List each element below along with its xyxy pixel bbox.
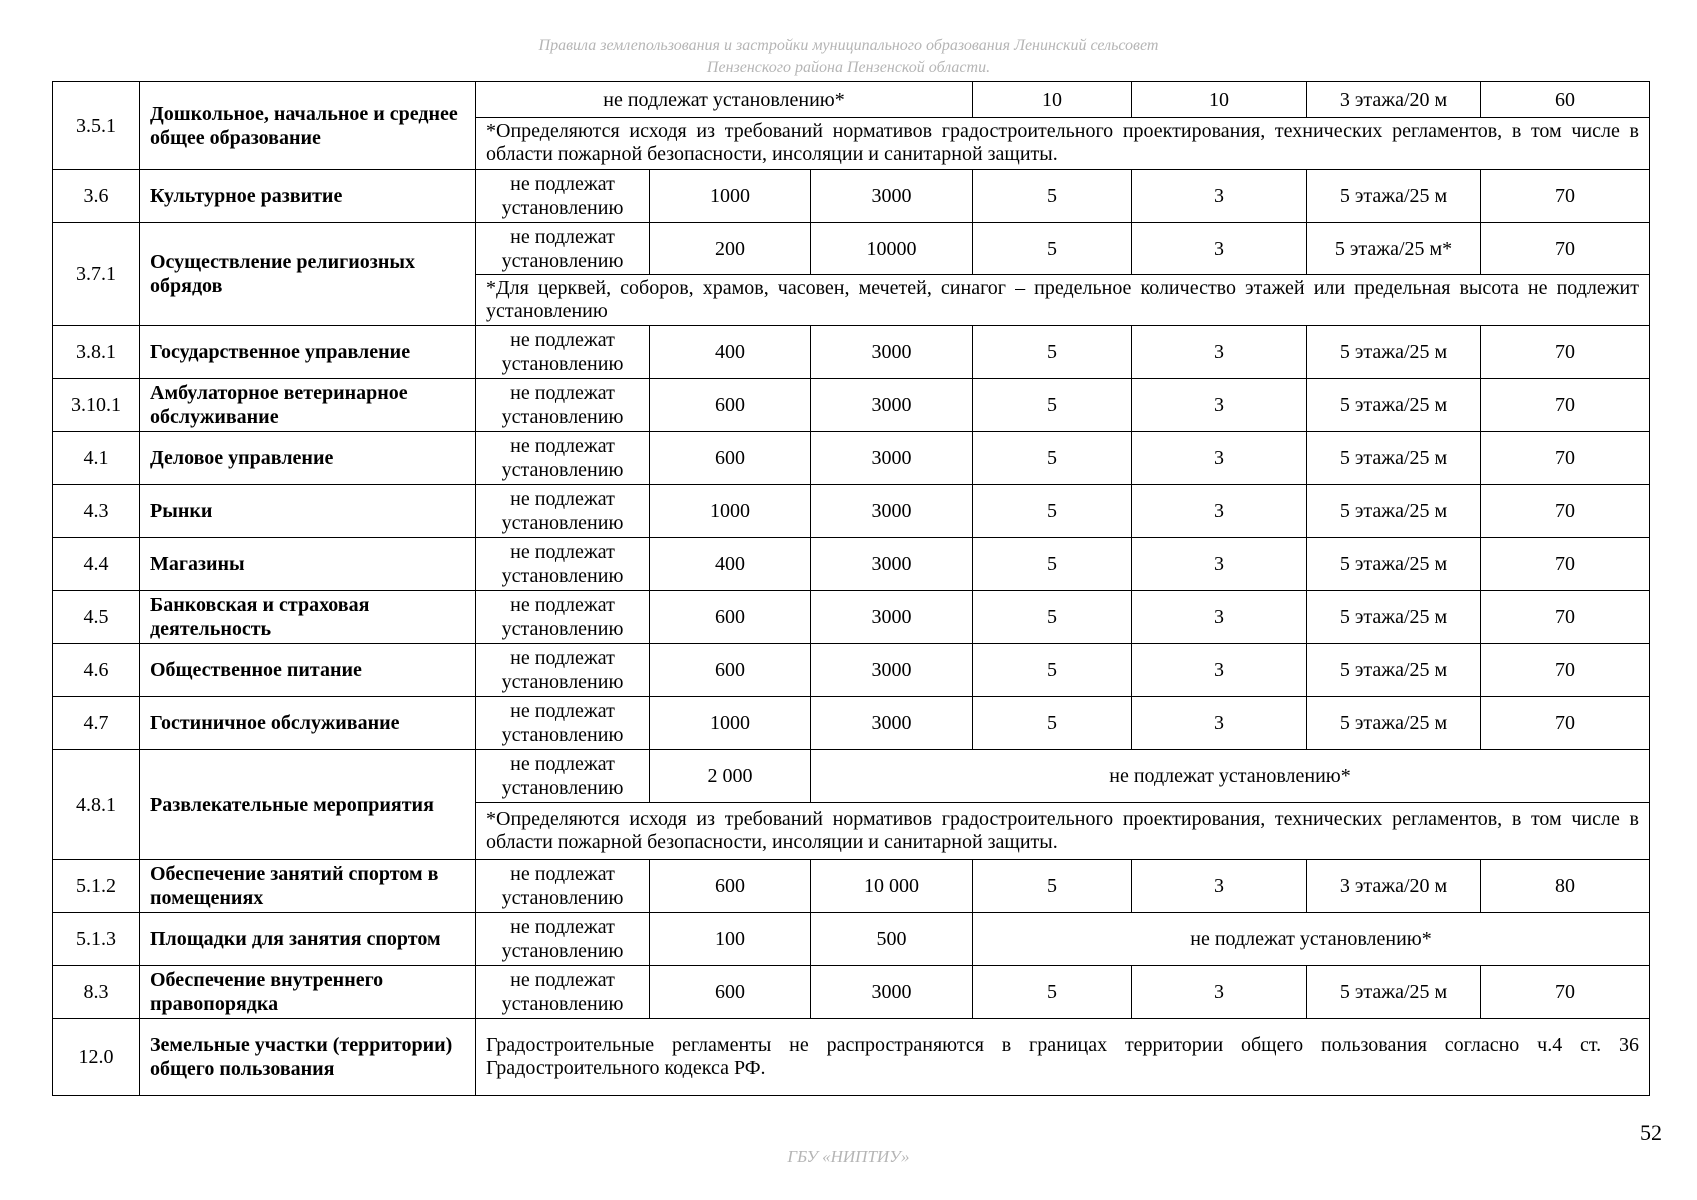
- cell-min-area: 200: [650, 223, 811, 275]
- cell-percent: 70: [1481, 644, 1650, 697]
- row-name: Рынки: [140, 485, 476, 538]
- row-code: 4.7: [53, 697, 140, 750]
- cell-floors: 5 этажа/25 м: [1307, 538, 1481, 591]
- row-code: 5.1.3: [53, 913, 140, 966]
- cell-max-area: 3000: [811, 538, 973, 591]
- cell-floors: 3 этажа/20 м: [1307, 860, 1481, 913]
- cell-value: 3: [1132, 697, 1307, 750]
- row-code: 3.10.1: [53, 379, 140, 432]
- cell-not-set: не подлежат установлению: [476, 538, 650, 591]
- cell-min-area: 400: [650, 326, 811, 379]
- table-row: [53, 591, 1650, 644]
- cell-floors: 5 этажа/25 м*: [1307, 223, 1481, 275]
- cell-value: 3: [1132, 326, 1307, 379]
- cell-max-area: 3000: [811, 326, 973, 379]
- cell-value: 5: [973, 432, 1132, 485]
- cell-not-set: не подлежат установлению: [476, 860, 650, 913]
- cell-percent: 70: [1481, 170, 1650, 223]
- row-code: 4.4: [53, 538, 140, 591]
- cell-percent: 70: [1481, 591, 1650, 644]
- cell-percent: 70: [1481, 485, 1650, 538]
- cell-not-set: не подлежат установлению: [476, 644, 650, 697]
- cell-value: 5: [973, 697, 1132, 750]
- cell-min-area: 600: [650, 860, 811, 913]
- cell-max-area: 10000: [811, 223, 973, 275]
- cell-max-area: 3000: [811, 697, 973, 750]
- cell-percent: 80: [1481, 860, 1650, 913]
- cell-value: 3: [1132, 379, 1307, 432]
- cell-percent: 70: [1481, 966, 1650, 1019]
- row-name: Амбулаторное ветеринарное обслуживание: [140, 379, 476, 432]
- cell-max-area: 3000: [811, 485, 973, 538]
- cell-floors: 5 этажа/25 м: [1307, 379, 1481, 432]
- cell-max-area: 3000: [811, 170, 973, 223]
- row-code: 4.8.1: [53, 750, 140, 860]
- row-name: Площадки для занятия спортом: [140, 913, 476, 966]
- cell-value: 5: [973, 223, 1132, 275]
- cell-value: 3: [1132, 170, 1307, 223]
- table-row: [53, 223, 1650, 275]
- cell-not-set: не подлежат установлению: [476, 913, 650, 966]
- cell-not-set: не подлежат установлению: [476, 170, 650, 223]
- cell-value: 3: [1132, 860, 1307, 913]
- cell-max-area: 500: [811, 913, 973, 966]
- row-name: Развлекательные мероприятия: [140, 750, 476, 860]
- cell-max-area: 3000: [811, 379, 973, 432]
- row-name: Культурное развитие: [140, 170, 476, 223]
- row-code: 5.1.2: [53, 860, 140, 913]
- cell-min-area: 600: [650, 432, 811, 485]
- table-row: [53, 170, 1650, 223]
- row-name: Деловое управление: [140, 432, 476, 485]
- table-row: [53, 913, 1650, 966]
- row-name: Магазины: [140, 538, 476, 591]
- row-code: 4.3: [53, 485, 140, 538]
- cell-value: 5: [973, 538, 1132, 591]
- cell-value: 3: [1132, 432, 1307, 485]
- cell-not-set: не подлежат установлению: [476, 591, 650, 644]
- cell-percent: 70: [1481, 326, 1650, 379]
- table-row: [53, 82, 1650, 118]
- row-code: 3.5.1: [53, 82, 140, 170]
- running-header-line-1: Правила землепользования и застройки муниципального образования Ленинский сельсовет: [538, 37, 1159, 54]
- cell-value: 5: [973, 485, 1132, 538]
- cell-not-set: не подлежат установлению: [476, 432, 650, 485]
- cell-not-set: не подлежат установлению: [476, 326, 650, 379]
- cell-value: 10: [973, 82, 1132, 118]
- row-name: Гостиничное обслуживание: [140, 697, 476, 750]
- cell-min-area: 600: [650, 966, 811, 1019]
- row-code: 4.1: [53, 432, 140, 485]
- cell-floors: 5 этажа/25 м: [1307, 591, 1481, 644]
- row-name: Обеспечение внутреннего правопорядка: [140, 966, 476, 1019]
- table-row: [53, 860, 1650, 913]
- row-note: *Определяются исходя из требований нормативов градостроительного проектирования, технических регламентов, в том числе в области пожарной безопасности, инсоляции и санитарной защиты.: [476, 803, 1650, 860]
- table-row: [53, 326, 1650, 379]
- cell-max-area: 3000: [811, 432, 973, 485]
- cell-percent: 70: [1481, 379, 1650, 432]
- row-note: Градостроительные регламенты не распространяются в границах территории общего пользования согласно ч.4 ст. 36 Градостроительного кодекса РФ.: [476, 1019, 1650, 1096]
- cell-value: 5: [973, 379, 1132, 432]
- table-row: [53, 379, 1650, 432]
- cell-value: 3: [1132, 538, 1307, 591]
- cell-not-set: не подлежат установлению: [476, 750, 650, 803]
- cell-value: 5: [973, 966, 1132, 1019]
- table-row: [53, 538, 1650, 591]
- cell-not-set: не подлежат установлению*: [476, 82, 973, 118]
- row-name: Общественное питание: [140, 644, 476, 697]
- cell-value: 3: [1132, 591, 1307, 644]
- cell-floors: 5 этажа/25 м: [1307, 485, 1481, 538]
- running-header-line-2: Пензенского района Пензенской области.: [706, 59, 991, 76]
- cell-min-area: 600: [650, 644, 811, 697]
- table-row: [53, 697, 1650, 750]
- table-row: [53, 1019, 1650, 1096]
- cell-not-set-span: не подлежат установлению*: [973, 913, 1650, 966]
- row-code: 8.3: [53, 966, 140, 1019]
- row-code: 3.7.1: [53, 223, 140, 326]
- cell-min-area: 400: [650, 538, 811, 591]
- cell-min-area: 100: [650, 913, 811, 966]
- cell-max-area: 10 000: [811, 860, 973, 913]
- cell-floors: 5 этажа/25 м: [1307, 697, 1481, 750]
- cell-max-area: 3000: [811, 644, 973, 697]
- cell-not-set: не подлежат установлению: [476, 966, 650, 1019]
- cell-floors: 5 этажа/25 м: [1307, 326, 1481, 379]
- cell-min-area: 1000: [650, 485, 811, 538]
- cell-floors: 5 этажа/25 м: [1307, 644, 1481, 697]
- cell-not-set: не подлежат установлению: [476, 697, 650, 750]
- cell-value: 3: [1132, 223, 1307, 275]
- regulations-table: [52, 81, 1650, 1096]
- cell-value: 5: [973, 644, 1132, 697]
- row-note: *Определяются исходя из требований нормативов градостроительного проектирования, технических регламентов, в том числе в области пожарной безопасности, инсоляции и санитарной защиты.: [476, 118, 1650, 170]
- cell-floors: 5 этажа/25 м: [1307, 170, 1481, 223]
- row-name: Дошкольное, начальное и среднее общее образование: [140, 82, 476, 170]
- cell-percent: 70: [1481, 697, 1650, 750]
- cell-not-set: не подлежат установлению: [476, 379, 650, 432]
- cell-min-area: 600: [650, 591, 811, 644]
- table-row: [53, 644, 1650, 697]
- cell-min-area: 600: [650, 379, 811, 432]
- row-name: Осуществление религиозных обрядов: [140, 223, 476, 326]
- row-code: 4.5: [53, 591, 140, 644]
- cell-floors: 5 этажа/25 м: [1307, 966, 1481, 1019]
- table-row: [53, 485, 1650, 538]
- cell-min-area: 1000: [650, 170, 811, 223]
- row-code: 3.8.1: [53, 326, 140, 379]
- cell-not-set-span: не подлежат установлению*: [811, 750, 1650, 803]
- cell-percent: 60: [1481, 82, 1650, 118]
- footer-organization: ГБУ «НИПТИУ»: [787, 1147, 910, 1166]
- cell-floors: 5 этажа/25 м: [1307, 432, 1481, 485]
- cell-value: 3: [1132, 966, 1307, 1019]
- table-row: [53, 966, 1650, 1019]
- cell-floors: 3 этажа/20 м: [1307, 82, 1481, 118]
- cell-value: 5: [973, 170, 1132, 223]
- cell-value: 3: [1132, 485, 1307, 538]
- cell-value: 5: [973, 326, 1132, 379]
- row-code: 3.6: [53, 170, 140, 223]
- table-row: [53, 750, 1650, 803]
- row-code: 12.0: [53, 1019, 140, 1096]
- cell-max-area: 3000: [811, 591, 973, 644]
- cell-value: 10: [1132, 82, 1307, 118]
- cell-not-set: не подлежат установлению: [476, 485, 650, 538]
- cell-percent: 70: [1481, 432, 1650, 485]
- row-name: Обеспечение занятий спортом в помещениях: [140, 860, 476, 913]
- row-name: Государственное управление: [140, 326, 476, 379]
- cell-max-area: 3000: [811, 966, 973, 1019]
- cell-not-set: не подлежат установлению: [476, 223, 650, 275]
- row-code: 4.6: [53, 644, 140, 697]
- cell-value: 5: [973, 591, 1132, 644]
- row-name: Банковская и страховая деятельность: [140, 591, 476, 644]
- cell-value: 3: [1132, 644, 1307, 697]
- cell-min-area: 2 000: [650, 750, 811, 803]
- table-row: [53, 432, 1650, 485]
- cell-value: 5: [973, 860, 1132, 913]
- row-name: Земельные участки (территории) общего пользования: [140, 1019, 476, 1096]
- page-number: 52: [1640, 1120, 1662, 1145]
- cell-min-area: 1000: [650, 697, 811, 750]
- cell-percent: 70: [1481, 223, 1650, 275]
- cell-percent: 70: [1481, 538, 1650, 591]
- row-note: *Для церквей, соборов, храмов, часовен, мечетей, синагог – предельное количество этажей или предельная высота не подлежит установлению: [476, 275, 1650, 326]
